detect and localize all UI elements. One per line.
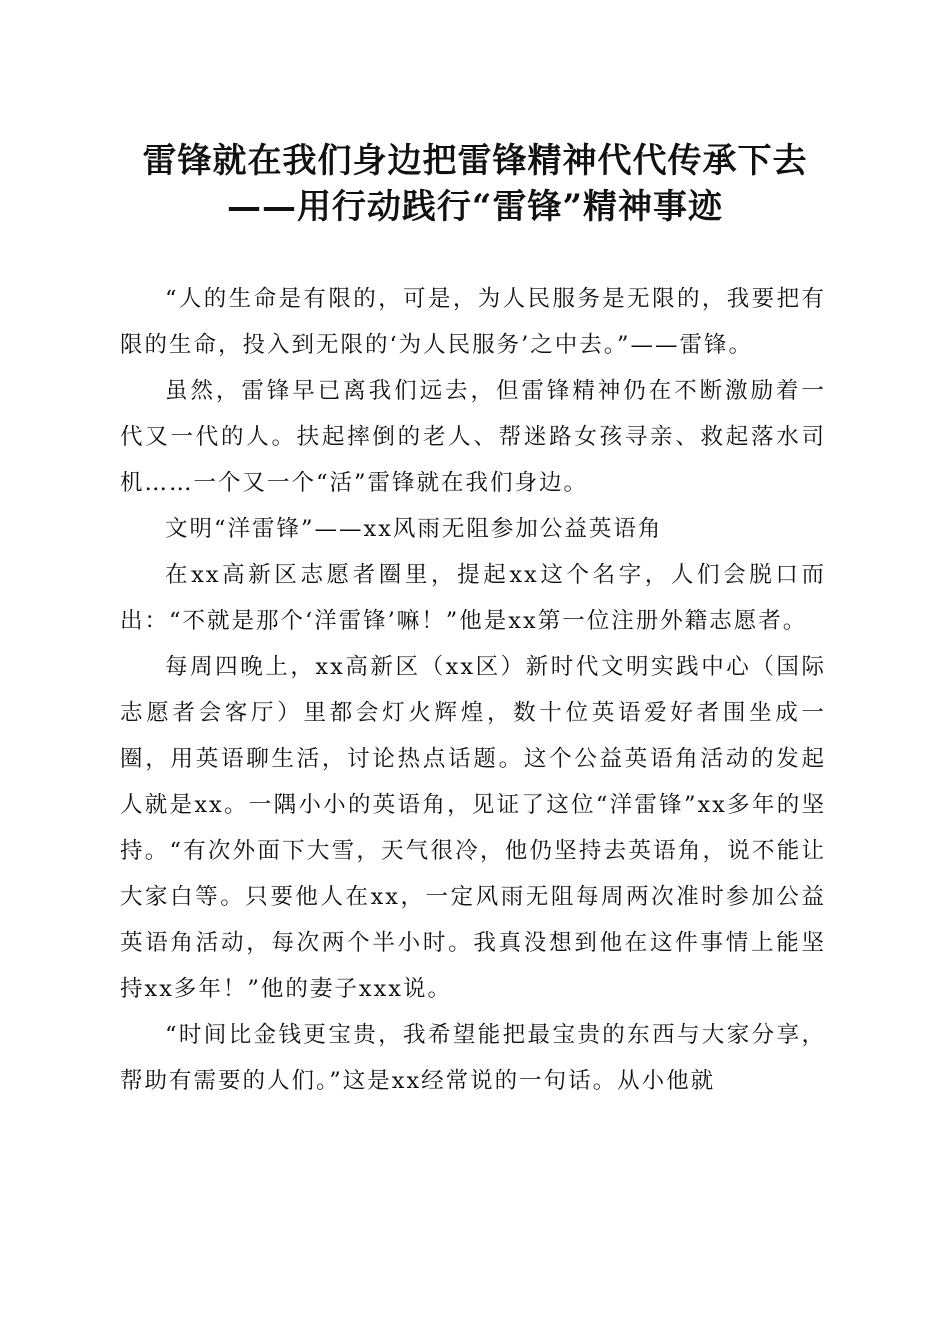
paragraph-quote: “人的生命是有限的，可是，为人民服务是无限的，我要把有限的生命，投入到无限的‘为人民服务’之中去。”——雷锋。 bbox=[120, 286, 826, 358]
document-body bbox=[120, 276, 826, 1104]
paragraph-intro: 虽然，雷锋早已离我们远去，但雷锋精神仍在不断激励着一代又一代的人。扶起摔倒的老人、帮迷路女孩寻亲、救起落水司机……一个又一个“活”雷锋就在我们身边。 bbox=[120, 378, 826, 496]
title-line-2: ——用行动践行“雷锋”精神事迹 bbox=[226, 187, 724, 227]
paragraph-volunteer: 在xx高新区志愿者圈里，提起xx这个名字，人们会脱口而出：“不就是那个‘洋雷锋’嘛！”他是xx第一位注册外籍志愿者。 bbox=[120, 562, 826, 634]
paragraph-time-value: “时间比金钱更宝贵，我希望能把最宝贵的东西与大家分享，帮助有需要的人们。”这是xx经常说的一句话。从小他就 bbox=[120, 1022, 826, 1094]
title-line-1: 雷锋就在我们身边把雷锋精神代代传承下去 bbox=[142, 141, 808, 181]
document-title bbox=[100, 138, 850, 230]
paragraph-english-corner: 每周四晚上，xx高新区（xx区）新时代文明实践中心（国际志愿者会客厅）里都会灯火辉煌，数十位英语爱好者围坐成一圈，用英语聊生活，讨论热点话题。这个公益英语角活动的发起人就是xx。一隅小小的英语角，见证了这位“洋雷锋”xx多年的坚持。“有次外面下大雪，天气很冷，他仍坚持去英语角，说不能让大家白等。只要他人在xx，一定风雨无阻每周两次准时参加公益英语角活动，每次两个半小时。我真没想到他在这件事情上能坚持xx多年！”他的妻子xxx说。 bbox=[120, 654, 826, 1002]
paragraph-subheading: 文明“洋雷锋”——xx风雨无阻参加公益英语角 bbox=[165, 516, 663, 542]
